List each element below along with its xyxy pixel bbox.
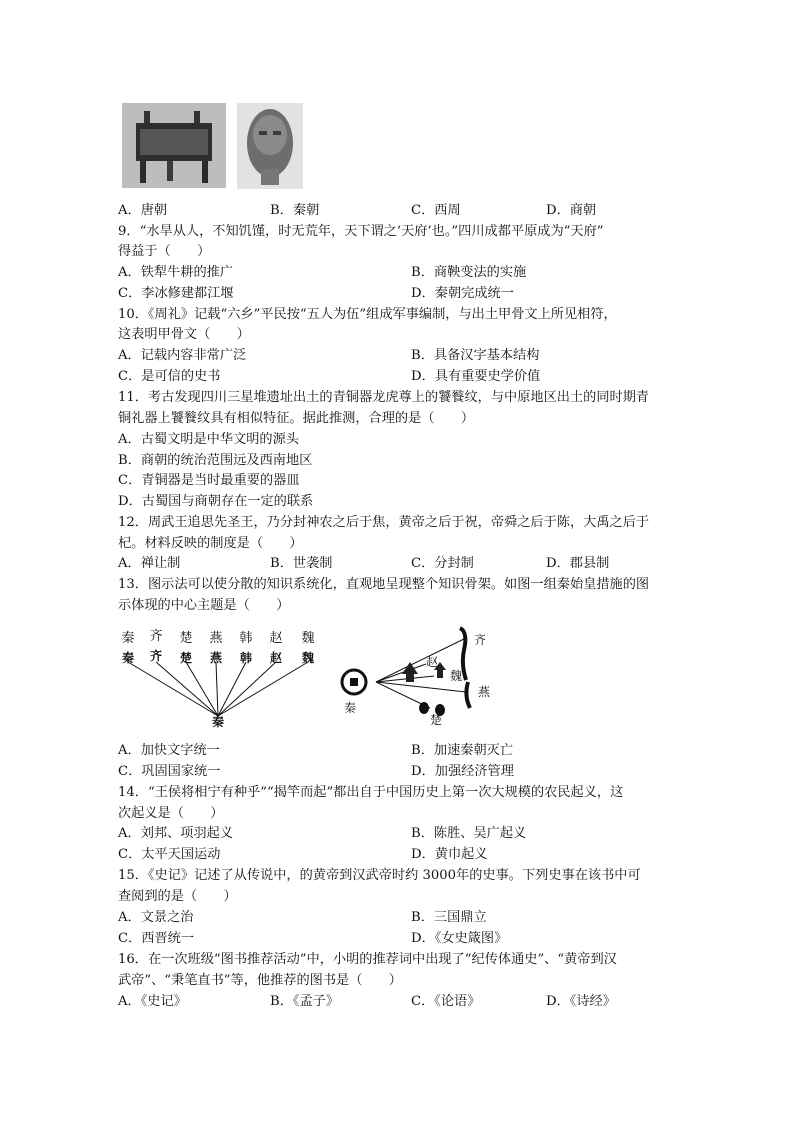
currency-unification-diagram [338,624,508,728]
glyph-chu: 楚 [179,651,193,665]
q14-option-c[interactable]: C．太平天国运动 [118,847,221,862]
q8-option-b[interactable]: B．秦朝 [270,203,320,218]
q10-stem-line2: 这表明甲骨文（ ） [118,327,250,342]
q9-option-b[interactable]: B．商鞅变法的实施 [411,265,527,280]
q9-stem-line2: 得益于（ ） [118,244,211,259]
state-label-yan: 燕 [209,631,223,646]
glyph-han: 韩 [239,651,253,665]
q12-option-c[interactable]: C．分封制 [411,556,474,571]
chu-ant-nose-coin-icon [419,702,429,714]
q11-option-c[interactable]: C．青铜器是当时最重要的器皿 [118,473,300,488]
q8-option-a[interactable]: A．唐朝 [118,203,168,218]
q9-option-c[interactable]: C．李冰修建都江堰 [118,286,234,301]
yan-knife-coin-icon [466,682,470,708]
coin-label-qi: 齐 [474,633,487,647]
q15-stem-line1: 15．《史记》记述了从传说中，的黄帝到汉武帝时约 3000年的史事。下列史事在该书中可 [118,868,641,883]
glyph-wei: 魏 [301,651,315,665]
q16-option-c[interactable]: C．《论语》 [411,994,481,1009]
q16-option-d[interactable]: D．《诗经》 [546,994,616,1009]
coin-label-wei: 魏 [450,669,463,683]
q15-option-d[interactable]: D．《女史箴图》 [411,931,508,946]
state-label-han: 韩 [239,631,253,646]
q10-option-b[interactable]: B．具备汉字基本结构 [411,348,540,363]
state-label-wei: 魏 [301,631,315,646]
state-label-qin: 秦 [121,631,135,646]
bronze-ding-photo [122,103,226,188]
glyph-qi: 齐 [149,649,163,663]
q10-option-d[interactable]: D．具有重要史学价值 [411,369,541,384]
q14-option-a[interactable]: A．刘邦、项羽起义 [118,826,234,841]
q12-stem-line1: 12．周武王追思先圣王，乃分封神农之后于焦，黄帝之后于祝，帝舜之后于陈，大禹之后于 [118,515,650,530]
q14-option-b[interactable]: B．陈胜、吴广起义 [411,826,527,841]
q16-stem-line1: 16．在一次班级“图书推荐活动”中，小明的推荐词中出现了“纪传体通史”、“黄帝到汉 [118,952,617,967]
glyph-zhao: 赵 [269,651,283,665]
state-label-zhao: 赵 [269,631,283,646]
q10-stem-line1: 10．《周礼》记载“六乡”平民按“五人为伍”组成军事编制，与出土甲骨文上所见相符， [118,307,617,322]
q13-option-d[interactable]: D．加强经济管理 [411,764,514,779]
coin-label-qin: 秦 [344,701,357,715]
q12-option-d[interactable]: D．郡县制 [546,556,610,571]
q9-option-d[interactable]: D．秦朝完成统一 [411,286,514,301]
glyph-qin: 秦 [121,651,135,665]
q8-option-c[interactable]: C．西周 [411,203,461,218]
q14-stem-line2: 次起义是（ ） [118,806,224,821]
q15-stem-line2: 查阅到的是（ ） [118,889,237,904]
q13-stem-line1: 13．图示法可以使分散的知识系统化，直观地呈现整个知识骨架。如图一组秦始皇措施的图 [118,577,650,592]
q10-option-c[interactable]: C．是可信的史书 [118,369,221,384]
q13-stem-line2: 示体现的中心主题是（ ） [118,598,290,613]
state-label-qi: 齐 [149,629,163,644]
q13-option-a[interactable]: A．加快文字统一 [118,743,220,758]
q8-option-d[interactable]: D．商朝 [546,203,597,218]
glyph-center: 秦 [211,715,225,728]
q12-option-b[interactable]: B．世袭制 [270,556,333,571]
q12-option-a[interactable]: A．禅让制 [118,556,181,571]
q16-stem-line2: 武帝”、“秉笔直书”等，他推荐的图书是（ ） [118,973,402,988]
glyph-yan: 燕 [209,651,223,665]
bronze-head-photo [237,103,303,189]
q10-option-a[interactable]: A．记载内容非常广泛 [118,348,247,363]
q11-stem-line1: 11．考古发现四川三星堆遗址出土的青铜器龙虎尊上的饕餮纹，与中原地区出土的同时期青 [118,390,650,405]
q9-stem-line1: 9．“水旱从人，不知饥馑，时无荒年，天下谓之‘天府’也。”四川成都平原成为“天府” [118,224,604,239]
state-label-chu: 楚 [179,631,193,646]
coin-label-yan: 燕 [478,685,491,699]
coin-label-chu: 楚 [430,713,443,727]
q11-option-d[interactable]: D．古蜀国与商朝存在一定的联系 [118,494,314,509]
q11-stem-line2: 铜礼器上饕餮纹具有相似特征。据此推测，合理的是（ ） [118,411,475,426]
q9-option-a[interactable]: A．铁犁牛耕的推广 [118,265,234,280]
q15-option-b[interactable]: B．三国鼎立 [411,910,487,925]
q16-option-a[interactable]: A．《史记》 [118,994,187,1009]
q15-option-a[interactable]: A．文景之治 [118,910,194,925]
q11-option-b[interactable]: B．商朝的统治范围远及西南地区 [118,453,313,468]
q14-stem-line1: 14．“王侯将相宁有种乎”“揭竿而起”都出自于中国历史上第一次大规模的农民起义，这 [118,785,624,800]
script-unification-diagram [118,628,338,728]
coin-label-zhao: 赵 [426,655,439,669]
q13-option-b[interactable]: B．加速秦朝灭亡 [411,743,514,758]
q15-option-c[interactable]: C．西晋统一 [118,931,195,946]
q11-option-a[interactable]: A．古蜀文明是中华文明的源头 [118,432,299,447]
q12-stem-line2: 杞。材料反映的制度是（ ） [118,536,303,551]
q16-option-b[interactable]: B．《孟子》 [270,994,340,1009]
q14-option-d[interactable]: D．黄巾起义 [411,847,488,862]
q13-option-c[interactable]: C．巩固国家统一 [118,764,221,779]
